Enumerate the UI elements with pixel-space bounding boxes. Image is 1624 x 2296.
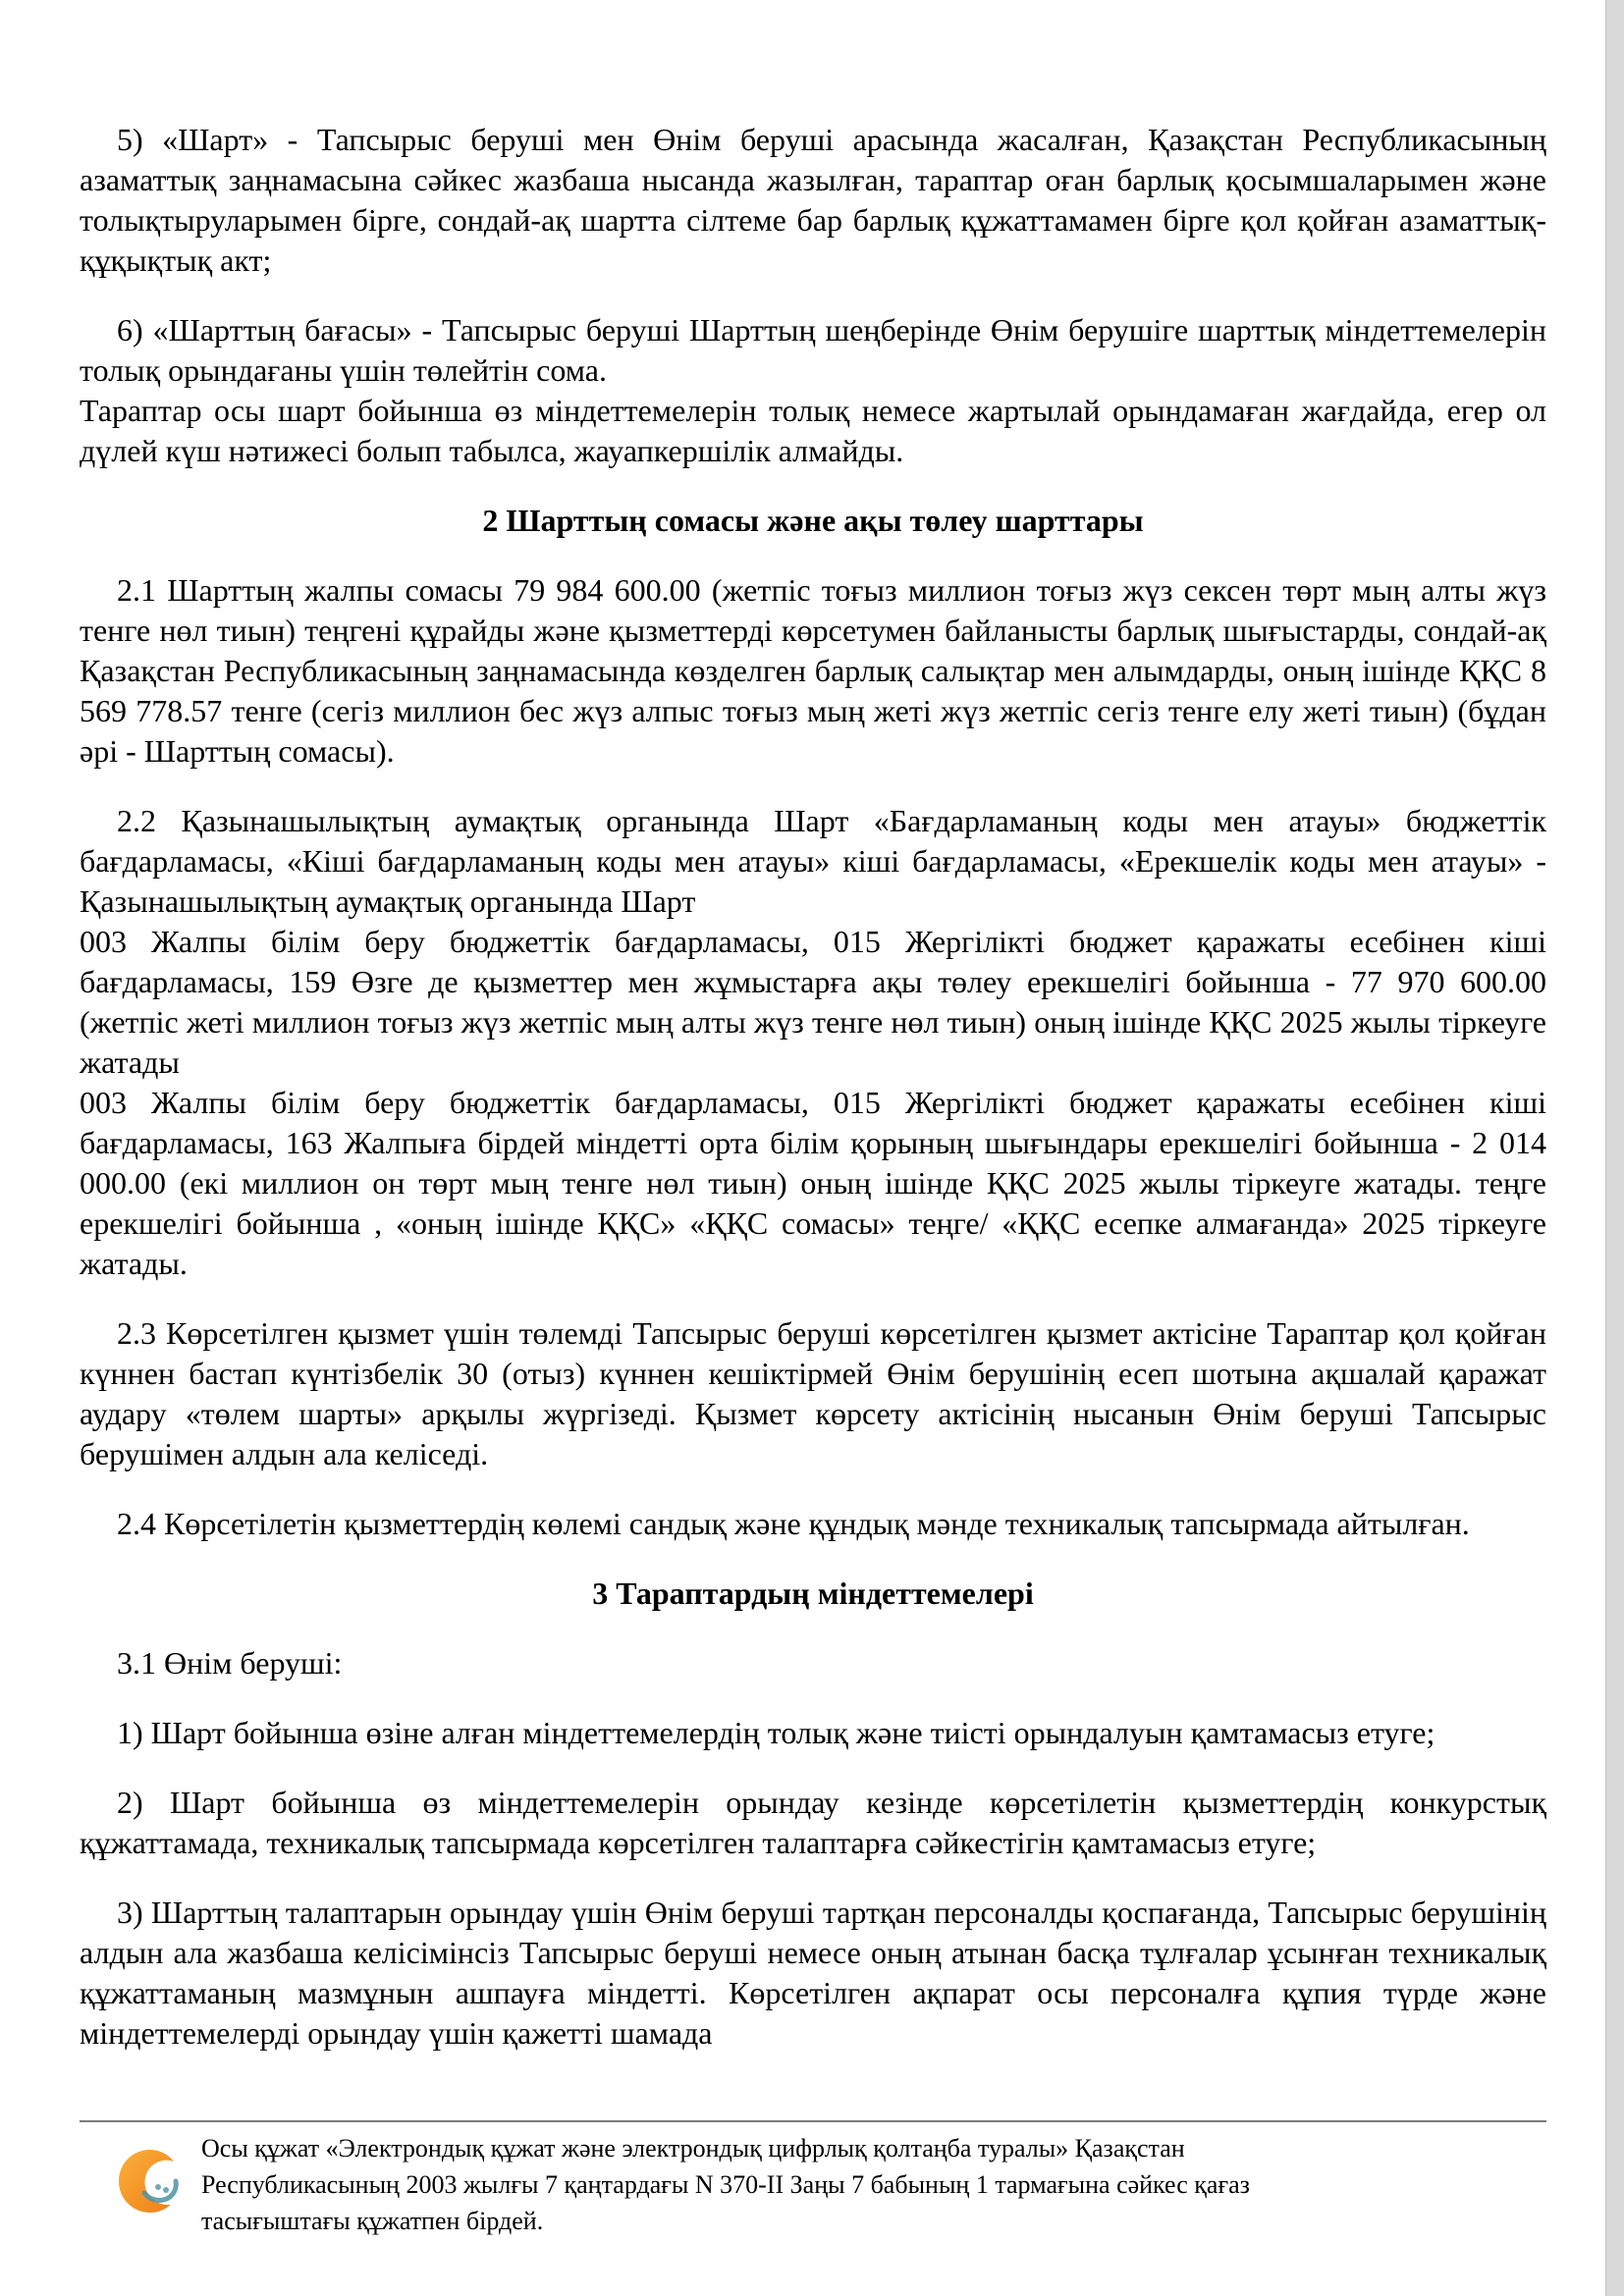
clause-2-4: 2.4 Көрсетілетін қызметтердің көлемі сандық және құндық мәнде техникалық тапсырмада айтылған. xyxy=(117,1506,1470,1541)
clause-5: 5) «Шарт» - Тапсырыс беруші мен Өнім беруші арасында жасалған, Қазақстан Республикасының азаматтық заңнамасына сәйкес жазбаша нысанда жазылған, тараптар оған барлық қосымшаларымен және толықтыруларымен бірге, сондай-ақ шартта сілтеме бар барлық құжаттамамен бірге қол қойған азаматтық-құқықтық акт; xyxy=(80,122,1546,278)
contract-body xyxy=(80,120,1546,2083)
clause-6-note: Тараптар осы шарт бойынша өз міндеттемелерін толық немесе жартылай орындамаған жағдайда, егер ол дүлей күш нәтижесі болып табылса, жауапкершілік алмайды. xyxy=(80,393,1546,468)
clause-6: 6) «Шарттың бағасы» - Тапсырыс беруші Шарттың шеңберінде Өнім берушіге шарттық міндеттемелерін толық орындағаны үшін төлейтін сома. xyxy=(80,312,1546,388)
clause-2-1: 2.1 Шарттың жалпы сомасы 79 984 600.00 (жетпіс тоғыз миллион тоғыз жүз сексен төрт мың алты жүз тенге нөл тиын) теңгені құрайды және қызметтерді көрсетумен байланысты барлық шығыстарды, сондай-ақ Қазақстан Республикасының заңнамасында көзделген барлық салықтар мен алымдарды, оның ішінде ҚҚС 8 569 778.57 тенге (сегіз миллион бес жүз алпыс тоғыз мың жеті жүз жетпіс сегіз тенге елу жеті тиын) (бұдан әрі - Шарттың сомасы). xyxy=(80,572,1546,769)
footer-line-2: Республикасының 2003 жылғы 7 қаңтардағы N 370-II Заңы 7 бабының 1 тармағына сәйкес қағаз xyxy=(201,2170,1250,2199)
section-3-heading: 3 Тараптардың міндеттемелері xyxy=(592,1575,1034,1611)
footer-divider xyxy=(80,2120,1546,2122)
clause-2-3: 2.3 Көрсетілген қызмет үшін төлемді Тапсырыс беруші көрсетілген қызмет актісіне Тараптар қол қойған күннен бастап күнтізбелік 30 (отыз) күннен кешіктірмей Өнім берушінің есеп шотына ақшалай қаражат аудару «төлем шарты» арқылы жүргізеді. Қызмет көрсету актісінің нысанын Өнім беруші Тапсырыс берушімен алдын ала келіседі. xyxy=(80,1315,1546,1471)
obligation-item-3: 3) Шарттың талаптарын орындау үшін Өнім беруші тартқан персоналды қоспағанда, Тапсырыс берушінің алдын ала жазбаша келісімінсіз Тапсырыс беруші немесе оның атынан басқа тұлғалар ұсынған техникалық құжаттаманың мазмұнын ашпауға міндетті. Көрсетілген ақпарат осы персоналға құпия түрде және міндеттемелерді орындау үшін қажетті шамада xyxy=(80,1895,1546,2051)
clause-2-2-program-2: 003 Жалпы білім беру бюджеттік бағдарламасы, 015 Жергілікті бюджет қаражаты есебінен кіші бағдарламасы, 163 Жалпыға бірдей міндетті орта білім қорының шығындары ерекшелігі бойынша - 2 014 000.00 (екі миллион он төрт мың тенге нөл тиын) оның ішінде ҚҚС 2025 жылы тіркеуге жатады. теңге ерекшелігі бойынша , «оның ішінде ҚҚС» «ҚҚС сомасы» теңге/ «ҚҚС есепке алмағанда» 2025 тіркеуге жатады. xyxy=(80,1085,1546,1281)
clause-2-2-intro: 2.2 Қазынашылықтың аумақтық органында Шарт «Бағдарламаның коды мен атауы» бюджеттік бағдарламасы, «Кіші бағдарламаның коды мен атауы» кіші бағдарламасы, «Ерекшелік коды мен атауы» - Қазынашылықтың аумақтық органында Шарт xyxy=(80,803,1546,919)
logo-crescent-shape xyxy=(119,2150,174,2213)
clause-3-1: 3.1 Өнім беруші: xyxy=(117,1645,343,1681)
obligation-item-2: 2) Шарт бойынша өз міндеттемелерін орындау кезінде көрсетілетін қызметтердің конкурстық құжаттамада, техникалық тапсырмада көрсетілген талаптарға сәйкестігін қамтамасыз етуге; xyxy=(80,1785,1546,1860)
logo-swirl xyxy=(144,2181,176,2200)
section-2-heading: 2 Шарттың сомасы және ақы төлеу шарттары xyxy=(482,503,1144,538)
footer-legal-note xyxy=(201,2130,1250,2239)
footer-line-3: тасығыштағы құжатпен бірдей. xyxy=(201,2207,544,2235)
page-right-edge xyxy=(1605,0,1624,2296)
clause-2-2-program-1: 003 Жалпы білім беру бюджеттік бағдарламасы, 015 Жергілікті бюджет қаражаты есебінен кіші бағдарламасы, 159 Өзге де қызметтер мен жұмыстарға ақы төлеу ерекшелігі бойынша - 77 970 600.00 (жетпіс жеті миллион тоғыз жүз жетпіс мың алты жүз тенге нөл тиын) оның ішінде ҚҚС 2025 жылы тіркеуге жатады xyxy=(80,924,1546,1080)
goszakup-logo xyxy=(115,2148,186,2215)
obligation-item-1: 1) Шарт бойынша өзіне алған міндеттемелердің толық және тиісті орындалуын қамтамасыз етуге; xyxy=(117,1715,1435,1750)
footer-line-1: Осы құжат «Электрондық құжат және электрондық цифрлық қолтаңба туралы» Қазақстан xyxy=(201,2134,1185,2163)
